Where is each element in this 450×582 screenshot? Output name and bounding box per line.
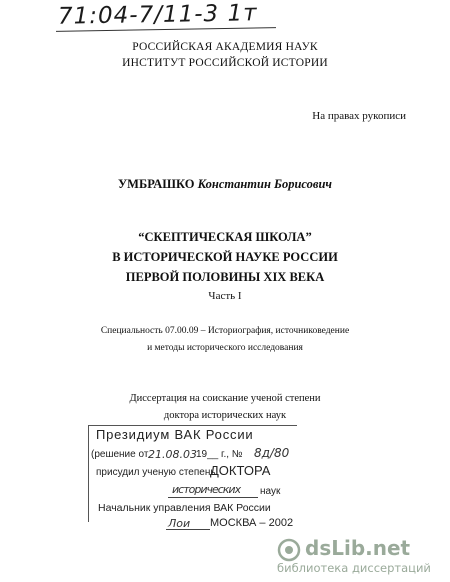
stamp-decision-prefix: (решение от: [91, 449, 149, 460]
stamp-presidium: Президиум ВАК России: [96, 427, 254, 442]
author-surname: УМБРАШКО: [117, 177, 195, 191]
stamp-sciences: наук: [260, 486, 281, 497]
stamp-field-underline: [168, 497, 258, 498]
author-given-names: Константин Борисович: [197, 177, 332, 191]
title-part: Часть I: [208, 290, 242, 302]
stamp-handwritten-date: 21.08.03: [148, 448, 197, 461]
stamp-signature-underline: [166, 529, 210, 530]
stamp-handwritten-number: 8д/80: [254, 446, 290, 460]
city-year: МОСКВА – 2002: [210, 517, 294, 529]
stamp-handwritten-field: исторических: [172, 483, 241, 496]
dslib-watermark: [277, 536, 442, 578]
watermark-tagline: библиотека диссертаций: [277, 561, 431, 575]
institute-name: ИНСТИТУТ РОССИЙСКОЙ ИСТОРИИ: [122, 57, 328, 69]
watermark-site: dsLib.net: [305, 536, 411, 560]
stamp-degree: ДОКТОРА: [210, 463, 271, 478]
stamp-decision-mid: 19__ г., №: [196, 449, 243, 460]
stamp-head-of-department: Начальник управления ВАК России: [98, 502, 271, 514]
specialty-line-2: и методы исторического исследования: [147, 343, 303, 353]
handwritten-catalog-code: 71:04-7/11-3 1т: [57, 0, 258, 30]
author-name: [0, 177, 450, 192]
title-line-3: ПЕРВОЙ ПОЛОВИНЫ XIX ВЕКА: [125, 270, 325, 284]
stamp-awarded-degree-label: присудил ученую степень: [96, 467, 216, 478]
vak-stamp: [88, 425, 300, 528]
dissertation-line-1: Диссертация на соискание ученой степени: [129, 393, 321, 404]
manuscript-note: На правах рукописи: [312, 110, 406, 122]
title-line-1: “СКЕПТИЧЕСКАЯ ШКОЛА”: [138, 230, 312, 244]
title-line-2: В ИСТОРИЧЕСКОЙ НАУКЕ РОССИИ: [112, 250, 338, 264]
dissertation-line-2: доктора исторических наук: [163, 410, 287, 421]
specialty-line-1: Специальность 07.00.09 – Историография, источниковедение: [100, 326, 350, 336]
dslib-logo-icon: [277, 538, 301, 562]
academy-name: РОССИЙСКАЯ АКАДЕМИЯ НАУК: [132, 41, 318, 53]
stamp-signature: Лои: [168, 517, 191, 530]
